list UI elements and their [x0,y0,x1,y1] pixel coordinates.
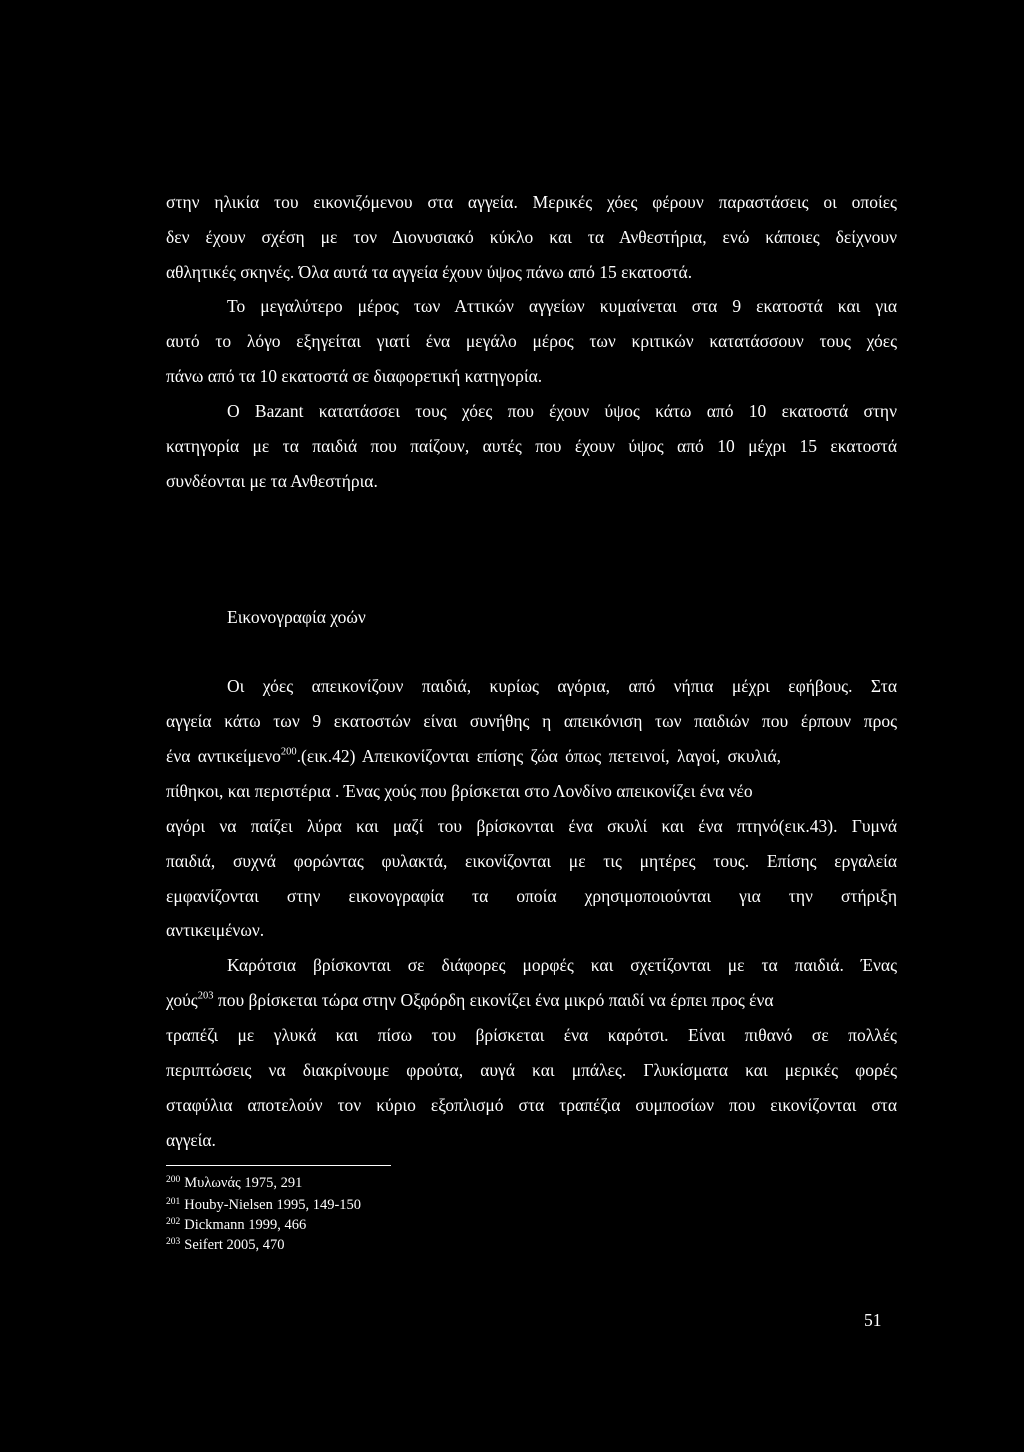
paragraph-line: στην ηλικία του εικονιζόμενου στα αγγεία. Μερικές χόες φέρουν παραστάσεις οι οποίες [166,192,897,212]
paragraph-line: Ο Bazant κατατάσσει τους χόες που έχουν ύψος κάτω από 10 εκατοστά στην [227,401,897,421]
paragraph-line: περιπτώσεις να διακρίνουμε φρούτα, αυγά και μπάλες. Γλυκίσματα και μερικές φορές [166,1060,897,1080]
paragraph-line: Το μεγαλύτερο μέρος των Αττικών αγγείων κυμαίνεται στα 9 εκατοστά και για [227,296,897,316]
paragraph-line: συνδέονται με τα Ανθεστήρια. [166,471,378,491]
footnote-number: 202 [166,1216,181,1227]
paragraph-line: Οι χόες απεικονίζουν παιδιά, κυρίως αγόρια, από νήπια μέχρι εφήβους. Στα [227,676,897,696]
paragraph-line: παιδιά, συχνά φορώντας φυλακτά, εικονίζονται με τις μητέρες τους. Επίσης εργαλεία [166,851,897,871]
paragraph-line: Καρότσια βρίσκονται σε διάφορες μορφές και σχετίζονται με τα παιδιά. Ένας [227,955,897,975]
paragraph-line: εμφανίζονται στην εικονογραφία τα οποία χρησιμοποιούνται για την στήριξη [166,886,897,906]
text-segment: ένα αντικείμενο [166,746,281,766]
paragraph-line: αθλητικές σκηνές. Όλα αυτά τα αγγεία έχουν ύψος πάνω από 15 εκατοστά. [166,262,693,282]
paragraph-line: σταφύλια αποτελούν τον κύριο εξοπλισμό στα τραπέζια συμποσίων που εικονίζονται στα [166,1095,897,1115]
paragraph-line: πάνω από τα 10 εκατοστά σε διαφορετική κατηγορία. [166,366,543,386]
footnote-number: 203 [166,1236,181,1247]
footnote-number: 200 [166,1174,181,1185]
footnote [166,1174,302,1192]
footnote-text: Seifert 2005, 470 [184,1237,285,1253]
page-number: 51 [864,1310,882,1330]
footnote [166,1236,285,1254]
paragraph-line: πίθηκοι, και περιστέρια . Ένας χούς που βρίσκεται στο Λονδίνο απεικονίζει ένα νέο [166,781,753,801]
footnote [166,1216,306,1234]
footnote-text: Houby-Nielsen 1995, 149-150 [184,1197,362,1213]
paragraph-line: κατηγορία με τα παιδιά που παίζουν, αυτές που έχουν ύψος από 10 μέχρι 15 εκατοστά [166,436,897,456]
paragraph-line: αγγεία. [166,1130,216,1150]
paragraph-line: δεν έχουν σχέση με τον Διονυσιακό κύκλο και τα Ανθεστήρια, ενώ κάποιες δείχνουν [166,227,897,247]
paragraph-line: αγγεία κάτω των 9 εκατοστών είναι συνήθης η απεικόνιση των παιδιών που έρπουν προς [166,711,897,731]
paragraph-line [166,988,897,1012]
footnote-ref: 200 [280,746,297,758]
footnote-number: 201 [166,1196,181,1207]
text-segment: που βρίσκεται τώρα στην Οξφόρδη εικονίζει ένα μικρό παιδί να έρπει προς ένα [213,990,774,1010]
text-segment: χούς [166,990,198,1010]
paragraph-line: αντικειμένων. [166,920,265,940]
paragraph-line: αυτό το λόγο εξηγείται γιατί ένα μεγάλο μέρος των κριτικών κατατάσσουν τους χόες [166,331,897,351]
paragraph-line [166,744,897,768]
paragraph-line: αγόρι να παίζει λύρα και μαζί του βρίσκονται ένα σκυλί και ένα πτηνό(εικ.43). Γυμνά [166,816,897,836]
footnote-text: Dickmann 1999, 466 [184,1217,307,1233]
section-heading: Εικονογραφία χοών [227,607,366,627]
text-segment: .(εικ.42) Απεικονίζονται επίσης ζώα όπως πετεινοί, λαγοί, σκυλιά, [296,746,782,766]
footnote-separator [166,1165,391,1166]
paragraph-line: τραπέζι με γλυκά και πίσω του βρίσκεται ένα καρότσι. Είναι πιθανό σε πολλές [166,1025,897,1045]
footnote [166,1196,361,1214]
footnote-ref: 203 [197,990,214,1002]
footnote-text: Μυλωνάς 1975, 291 [184,1175,303,1191]
